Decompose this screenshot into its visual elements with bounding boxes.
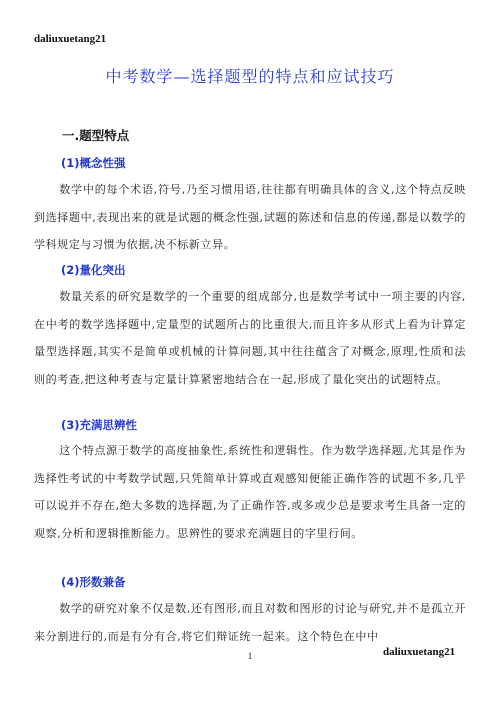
paragraph-4: 数学的研究对象不仅是数,还有图形,而且对数和图形的讨论与研究,并不是孤立开来分割进行的,而是有分有合,将它们辩证统一起来。这个特色在中中: [34, 602, 466, 643]
document-title: 中考数学—选择题型的特点和应试技巧: [105, 67, 395, 86]
paragraph-1: 数学中的每个术语,符号,乃至习惯用语,往往都有明确具体的含义,这个特点反映到选择题中,表现出来的就是试题的概念性强,试题的陈述和信息的传递,都是以数学的学科规定与习惯为依据,决不标新立异。: [34, 183, 466, 252]
subsection-heading-1: (1)概念性强: [61, 156, 126, 170]
paragraph-2: 数量关系的研究是数学的一个重要的组成部分,也是数学考试中一项主要的内容,在中考的数学选择题中,定量型的试题所占的比重很大,而且许多从形式上看为计算定量型选择题,其实不是简单或机械的计算问题,其中往往蕴含了对概念,原理,性质和法则的考查,把这种考查与定量计算紧密地结合在一起,形成了量化突出的试题特点。: [34, 290, 466, 386]
footer-watermark: daliuxuetang21: [383, 646, 456, 658]
subsection-heading-3: (3)充满思辨性: [61, 418, 138, 432]
section-heading: 一.题型特点: [62, 128, 130, 143]
subsection-heading-2: (2)量化突出: [61, 263, 126, 277]
paragraph-3: 这个特点源于数学的高度抽象性,系统性和逻辑性。作为数学选择题,尤其是作为选择性考试的中考数学试题,只凭简单计算或直观感知便能正确作答的试题不多,几乎可以说并不存在,绝大多数的选择题,为了正确作答,或多或少总是要求考生具备一定的观察,分析和逻辑推断能力。思辨性的要求充满题目的字里行间。: [34, 444, 466, 540]
subsection-heading-4: (4)形数兼备: [61, 575, 126, 589]
header-watermark: daliuxuetang21: [34, 33, 107, 45]
page-number: 1: [247, 651, 253, 661]
